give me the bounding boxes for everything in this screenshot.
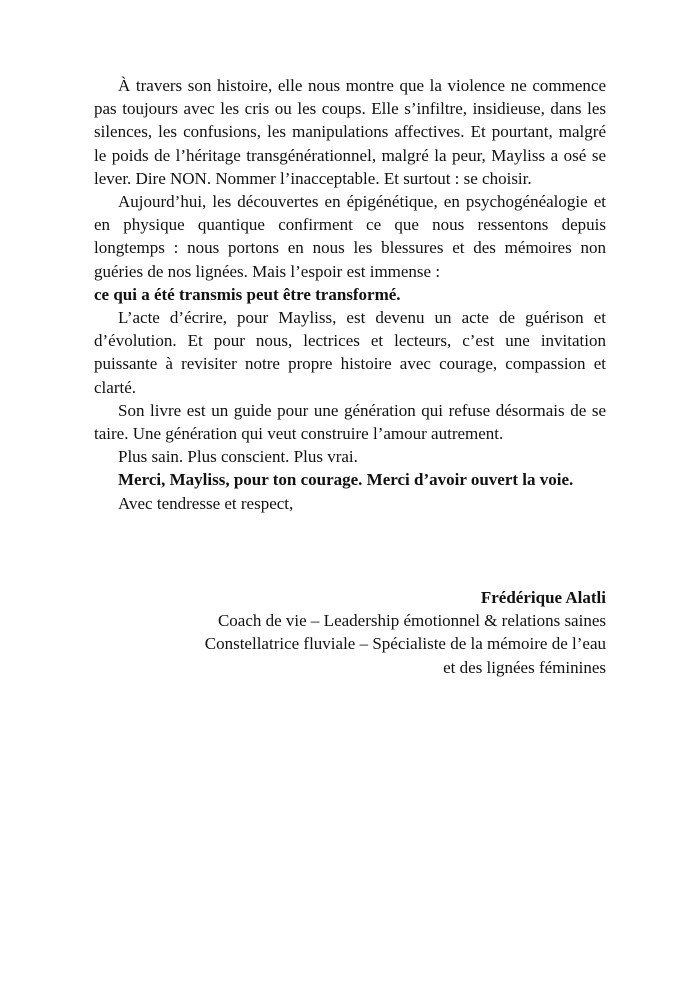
signature-title-3: et des lignées féminines [443,657,606,677]
paragraph-epigenetics [94,190,606,306]
paragraph-violence: À travers son histoire, elle nous montre que la violence ne commence pas toujours avec les cris ou les coups. Elle s’infiltre, insidieuse, dans les silences, les confusions, les manipulations affectives. Et pourtant, malgré le poids de l’héritage transgénérationnel, malgré la peur, Mayliss a osé se lever. Dire NON. Nommer l’inacceptable. Et surtout : se choisir. [94,76,606,188]
paragraph-closing: Avec tendresse et respect, [118,493,294,513]
paragraph-thanks [94,468,606,491]
bold-thanks: Merci, Mayliss, pour ton courage. Merci d’avoir ouvert la voie. [118,470,574,490]
signature-block [205,586,606,679]
paragraph-plus: Plus sain. Plus conscient. Plus vrai. [118,447,358,467]
paragraph-guide: Son livre est un guide pour une génération qui refuse désormais de se taire. Une génération qui veut construire l’amour autrement. [94,400,606,444]
paragraph-writing: L’acte d’écrire, pour Mayliss, est devenu un acte de guérison et d’évolution. Et pour nous, lectrices et lecteurs, c’est une invitation puissante à revisiter notre propre histoire avec courage, compassion et clarté. [94,308,606,397]
signature-name: Frédérique Alatli [480,588,606,607]
signature-title-1: Coach de vie – Leadership émotionnel & relations saines [217,611,606,631]
body-text [94,74,606,515]
paragraph-epigenetics-text: Aujourd’hui, les découvertes en épigénétique, en psychogénéalogie et en physique quantique confirment ce que nous ressentons depuis longtemps : nous portons en nous les blessures et des mémoires non guéries de nos lignées. Mais l’espoir est immense : [94,192,606,281]
signature-title-2: Constellatrice fluviale – Spécialiste de la mémoire de l’eau [204,634,606,654]
bold-statement-transformation: ce qui a été transmis peut être transformé. [94,284,401,304]
